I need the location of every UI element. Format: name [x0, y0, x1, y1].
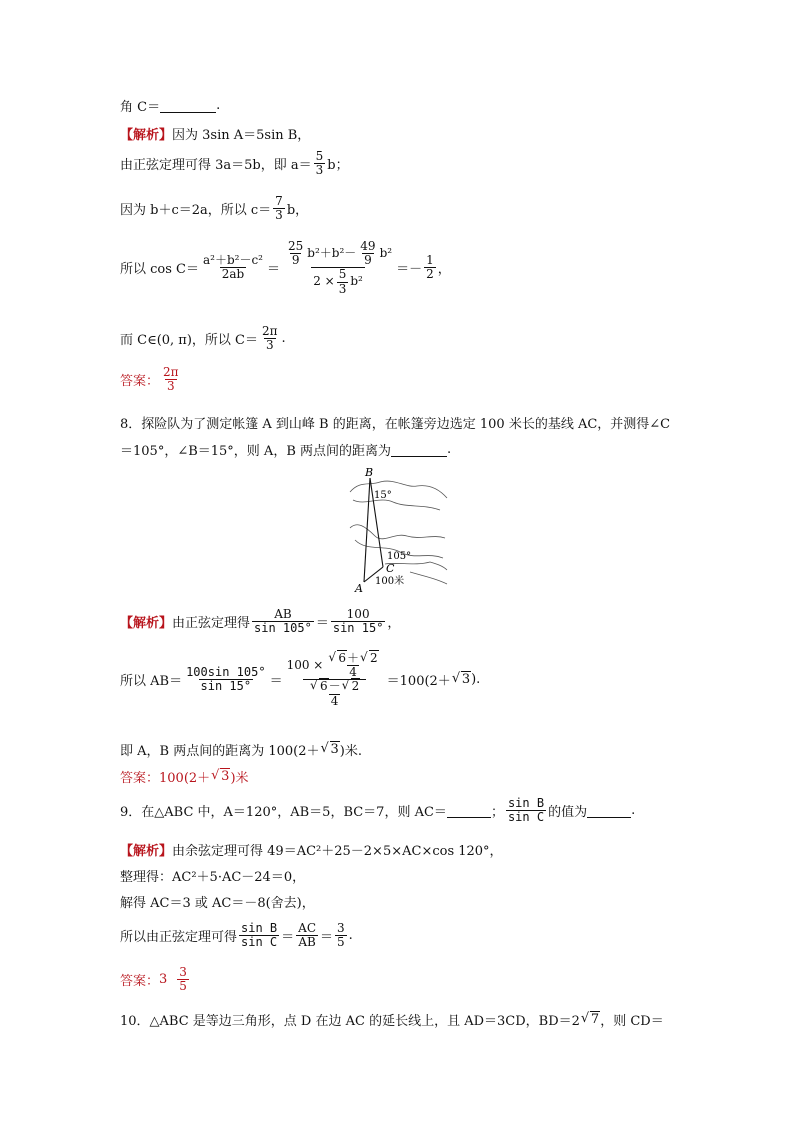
- label-base: 100米: [375, 576, 405, 587]
- answer-label: 答案：: [120, 374, 160, 390]
- q9-answer: 答案： 3 $\frac{3}{5}$: [120, 965, 187, 994]
- fraction: $\frac{5}{3}$: [315, 149, 324, 178]
- q9-solution-line-2: 整理得：AC²＋5·AC－24＝0，: [120, 870, 306, 885]
- answer-fraction: $\frac{2\pi}{3}$: [163, 365, 179, 394]
- fraction: $\frac{\text{a²＋b²－c²}}{2ab}$: [203, 253, 263, 282]
- q9-solution-line-3: 解得 AC＝3 或 AC＝－8(舍去)，: [120, 896, 315, 911]
- answer-fraction: $\frac{3}{5}$: [179, 965, 187, 994]
- answer-blank: [587, 804, 631, 818]
- q8-solution-line-2: 所以 AB＝ $\frac{100\sin 105^\circ}{\sin 15^\circ}$ ＝ 100 × √ $\frac{6+√ 2}{4}$ √ $\frac{6-√ 2}{4}$ ＝100(2＋ √ 3 ).: [120, 652, 480, 708]
- q8-answer: 答案： 100(2＋ √ 3 )米: [120, 767, 249, 786]
- fraction: $\frac{100}{\sin 15^\circ}$: [332, 607, 384, 636]
- fraction: $\frac{100\sin 105^\circ}{\sin 15^\circ}$: [186, 665, 266, 694]
- compound-fraction: $\frac{25}{9}$ b²＋b²－ $\frac{49}{9}$ b² 2 × $\frac{5}{3}$ b²: [288, 239, 393, 296]
- answer-blank: [391, 443, 447, 457]
- label-angle-C: 105°: [387, 551, 412, 562]
- q10-stem: 10．△ABC 是等边三角形，点 D 在边 AC 的延长线上，且 AD＝3CD，BD＝2 √ 7 ，则 CD＝: [120, 1010, 664, 1029]
- fraction: $\frac{3}{5}$: [337, 921, 345, 950]
- answer-label: 答案：: [120, 771, 160, 786]
- q7-solution-line-3: 因为 b＋c＝2a，所以 c＝ $\frac{7}{3}$ b，: [120, 194, 309, 223]
- answer-blank: [447, 804, 491, 818]
- q8-figure: [345, 466, 450, 596]
- q8-solution-line-3: 即 A，B 两点间的距离为 100(2＋ √ 3 )米.: [120, 740, 362, 759]
- q7-solution-line-1: 【解析】 因为 3sin A＝5sin B，: [120, 124, 310, 143]
- q7-solution-line-4: 所以 cos C＝ $\frac{\text{a²＋b²－c²}}{2ab}$ ＝ $\frac{25}{9}$ b²＋b²－ $\frac{49}{9}$ b² 2 × $\frac{5}{3}$ b² ＝－ $\frac{1}{2}$ ，: [120, 239, 451, 296]
- q8-solution-line-1: 【解析】 由正弦定理得 $\frac{AB}{\sin 105^\circ}$ ＝ $\frac{100}{\sin 15^\circ}$ ，: [120, 607, 401, 636]
- label-angle-B: 15°: [374, 490, 392, 501]
- solution-tag: 【解析】: [120, 844, 173, 859]
- solution-tag: 【解析】: [120, 128, 173, 143]
- fraction: $\frac{AC}{AB}$: [298, 921, 317, 950]
- label-A: A: [355, 582, 363, 595]
- q8-stem-line-1: 8．探险队为了测定帐篷 A 到山峰 B 的距离，在帐篷旁边选定 100 米长的基线 AC，并测得∠C: [120, 417, 671, 432]
- fraction: $\frac{7}{3}$: [275, 194, 283, 223]
- q9-solution-line-4: 所以由正弦定理可得 $\frac{\text{sin B}}{\text{sin C}}$ ＝ $\frac{AC}{AB}$ ＝ $\frac{3}{5}$ .: [120, 921, 353, 950]
- fraction: $\frac{\text{sin B}}{\text{sin C}}$: [241, 921, 278, 950]
- q9-solution-line-1: 【解析】 由余弦定理可得 49＝AC²＋25－2×5×AC×cos 120°，: [120, 840, 503, 859]
- q7-solution-line-5: 而 C∈(0, π)，所以 C＝ $\frac{2\pi}{3}$ .: [120, 324, 286, 353]
- fraction: $\frac{1}{2}$: [426, 253, 434, 282]
- q8-stem-line-2: ＝105°，∠B＝15°，则 A，B 两点间的距离为 .: [120, 442, 452, 459]
- fraction: $\frac{AB}{\sin 105^\circ}$: [254, 607, 312, 636]
- fraction: $\frac{\text{sin B}}{\text{sin C}}$: [507, 796, 545, 825]
- q7-question-tail: 角 C＝ .: [120, 98, 221, 115]
- q7-answer: [120, 366, 183, 393]
- solution-tag: 【解析】: [120, 616, 173, 632]
- q7-solution-line-2: 由正弦定理可得 3a＝5b，即 a＝ $\frac{5}{3}$ b；: [120, 149, 349, 178]
- fraction: $\frac{2\pi}{3}$: [262, 324, 278, 353]
- compound-fraction: 100 × √ $\frac{6+√ 2}{4}$ √ $\frac{6-√ 2}{4}$: [285, 652, 385, 708]
- side-BA: [364, 478, 370, 582]
- q9-stem: 9．在△ABC 中，A＝120°，AB＝5，BC＝7，则 AC＝ ； $\frac{\text{sin B}}{\text{sin C}}$ 的值为 .: [120, 796, 636, 825]
- label-C: C: [386, 562, 395, 575]
- answer-label: 答案：: [120, 974, 160, 990]
- label-B: B: [365, 466, 374, 479]
- answer-blank: [160, 99, 216, 113]
